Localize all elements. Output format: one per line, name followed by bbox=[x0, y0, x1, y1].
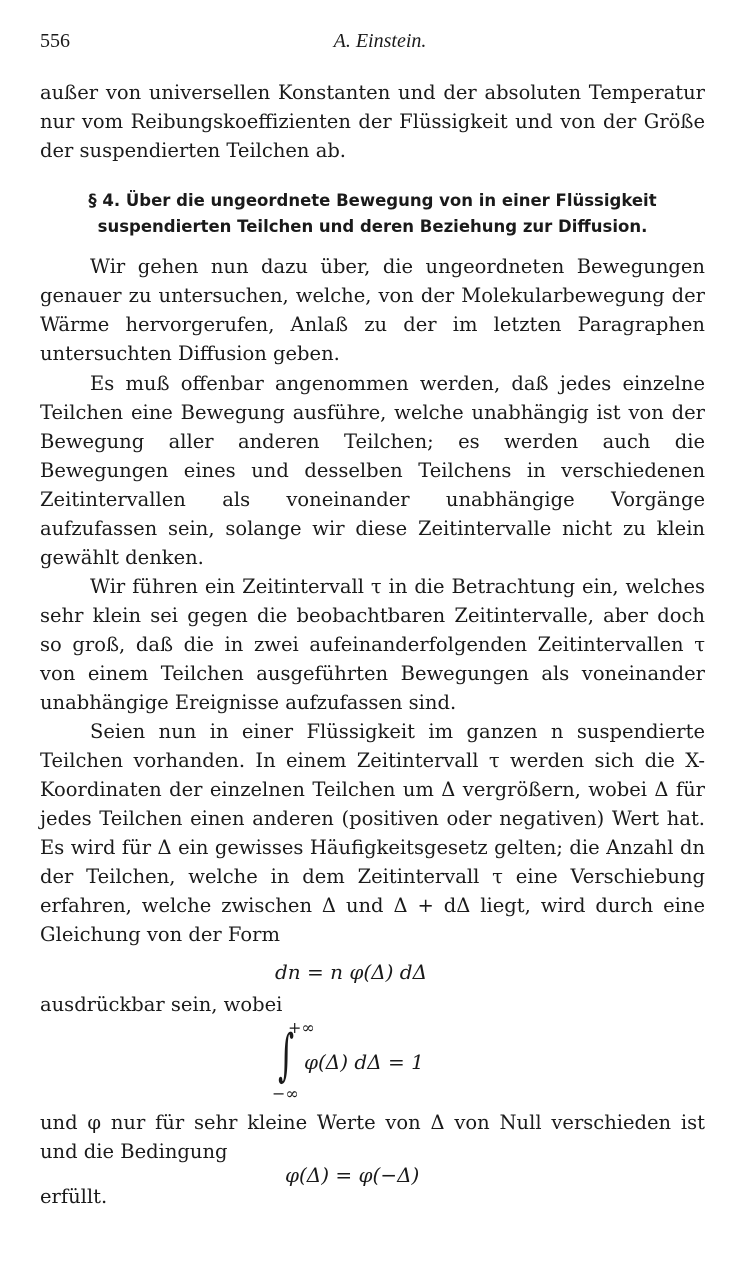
body-paragraph-2: Es muß offenbar angenommen werden, daß jedes einzelne Teilchen eine Bewegung ausführe, welche unabhängig ist von der Bewegung aller anderen Teilchen; es werden auch die Bewegungen eines und desselben Teilchens in verschiedenen Zeitintervallen als voneinander unabhängige Vorgänge aufzufassen sein, solange wir diese Zeitintervalle nicht zu klein gewählt denken. bbox=[40, 372, 705, 569]
closing-word: erfüllt. bbox=[40, 1185, 108, 1208]
page-number: 556 bbox=[40, 30, 70, 52]
text-after-integral: und φ nur für sehr kleine Werte von Δ von Null verschieden ist und die Bedingung bbox=[40, 1111, 705, 1163]
intro-paragraph: außer von universellen Konstanten und der absoluten Temperatur nur vom Reibungskoeffizienten der Flüssigkeit und von der Größe der suspendierten Teilchen ab. bbox=[40, 81, 705, 162]
body-paragraph-3: Wir führen ein Zeitintervall τ in die Betrachtung ein, welches sehr klein sei gegen die beobachtbaren Zeitintervalle, aber doch so groß, daß die in zwei aufeinanderfolgenden Zeitintervallen τ von einem Teilchen ausgeführten Bewegungen als voneinander unabhängige Ereignisse aufzufassen sind. bbox=[40, 575, 705, 714]
equation-symmetry: φ(Δ) = φ(−Δ) bbox=[285, 1163, 420, 1187]
integral-lower-limit: −∞ bbox=[272, 1084, 299, 1103]
section-heading-line-1: § 4. Über die ungeordnete Bewegung von in einer Flüssigkeit bbox=[88, 191, 657, 210]
page-header bbox=[40, 30, 720, 62]
integral-upper-limit: +∞ bbox=[288, 1018, 315, 1037]
body-paragraph-1: Wir gehen nun dazu über, die ungeordneten Bewegungen genauer zu untersuchen, welche, von der Molekularbewegung der Wärme hervorgerufen, Anlaß zu der im letzten Paragraphen untersuchten Diffusion geben. bbox=[40, 255, 705, 365]
equation-normalization bbox=[270, 1018, 490, 1104]
integral-expression: φ(Δ) dΔ = 1 bbox=[304, 1050, 424, 1074]
body-paragraph-4: Seien nun in einer Flüssigkeit im ganzen n suspendierte Teilchen vorhanden. In einem Zeitintervall τ werden sich die X-Koordinaten der einzelnen Teilchen um Δ vergrößern, wobei Δ für jedes Teilchen einen anderen (positiven oder negativen) Wert hat. Es wird für Δ ein gewisses Häufigkeitsgesetz gelten; die Anzahl dn der Teilchen, welche in dem Zeitintervall τ eine Verschiebung erfahren, welche zwischen Δ und Δ + dΔ liegt, wird durch eine Gleichung von der Form bbox=[40, 720, 705, 946]
text-after-equation-1: ausdrückbar sein, wobei bbox=[40, 993, 283, 1016]
section-heading bbox=[40, 188, 705, 240]
running-head: A. Einstein. bbox=[333, 30, 427, 52]
integral-sign: ∫ bbox=[278, 1023, 295, 1088]
equation-distribution: dn = n φ(Δ) dΔ bbox=[275, 960, 428, 984]
section-heading-line-2: suspendierten Teilchen und deren Beziehung zur Diffusion. bbox=[97, 217, 648, 236]
